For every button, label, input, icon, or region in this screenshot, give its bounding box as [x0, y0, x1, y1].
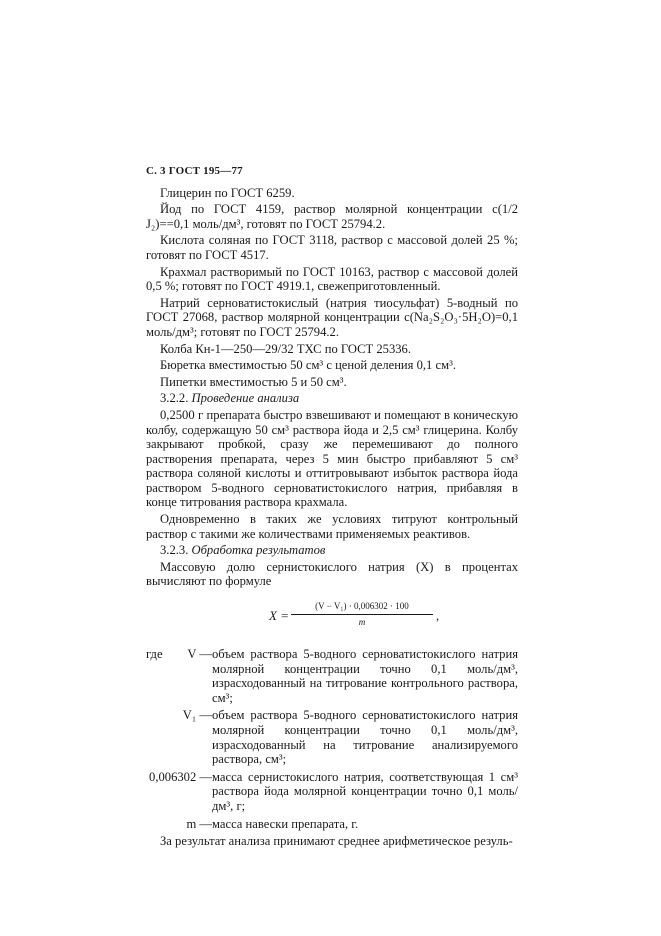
reagent-glycerin: Глицерин по ГОСТ 6259. [160, 185, 295, 200]
section-322-title: Проведение анализа [191, 391, 300, 406]
formula-trailing: , [436, 609, 440, 624]
section-322-number: 3.2.2. [160, 391, 189, 406]
section-323-number: 3.2.3. [160, 543, 189, 558]
definition-text: масса сернистокислого натрия, соответствующая 1 см³ раствора йода молярной концентрации точно 0,1 моль/дм³, г; [212, 769, 518, 813]
symbol-definitions [146, 647, 518, 831]
reagent-hydrochloric-acid: Кислота соляная по ГОСТ 3118, раствор с массовой долей 25 %; готовят по ГОСТ 4517. [146, 233, 518, 262]
definition-text: масса навески препарата, г. [212, 816, 359, 831]
closing-paragraph: За результат анализа принимают среднее арифметическое резуль- [160, 834, 513, 849]
control-solution-paragraph: Одновременно в таких же условиях титруют контрольный раствор с такими же количествами применяемых реактивов. [146, 512, 518, 541]
section-322-heading [146, 391, 518, 406]
formula-numerator: (V − V₁) · 0,006302 · 100 [315, 601, 409, 612]
definition-item [146, 770, 518, 814]
analysis-procedure-paragraph: 0,2500 г препарата быстро взвешивают и помещают в коническую колбу, содержащую 50 см³ раствора йода и 2,5 см³ глицерина. Колбу закрывают пробкой, сразу же перемешивают до полного растворения препарата, через 5 мин быстро прибавляют 5 см³ раствора соляной кислоты и оттитровывают избыток раствора йода раствором 5-водного серноватистокислого натрия, прибавляя в конце титрования раствора крахмала. [146, 407, 518, 510]
definition-text: объем раствора 5-водного серноватистокислого натрия молярной концентрации точно 0,1 моль/дм³, израсходованный на титрование анализируемого раствора, см³; [212, 708, 518, 767]
reagent-starch: Крахмал растворимый по ГОСТ 10163, раствор с массовой долей 0,5 %; готовят по ГОСТ 4919.1, свежеприготовленный. [146, 264, 518, 294]
page-header: С. 3 ГОСТ 195—77 [146, 165, 243, 177]
equipment-flask: Колба Кн-1—250—29/32 ТХС по ГОСТ 25336. [160, 341, 412, 356]
formula-fraction [291, 601, 433, 628]
reagent-sodium-thiosulfate: Натрий серноватистокислый (натрия тиосульфат) 5-водный по ГОСТ 27068, раствор молярной концентрации c(Na₂S₂O₃·5H₂O)=0,1 моль/дм³; готовят по ГОСТ 25794.2. [146, 295, 518, 339]
definition-symbol: 0,006302 — [149, 769, 212, 784]
fraction-bar [291, 614, 433, 615]
definition-symbol: V — [187, 647, 212, 662]
definition-symbol: V₁ — [182, 708, 212, 723]
equipment-burette: Бюретка вместимостью 50 см³ с ценой деления 0,1 см³. [160, 358, 456, 373]
definition-symbol: m — [186, 816, 212, 831]
section-323-heading [146, 543, 518, 558]
definition-item [146, 817, 518, 832]
definition-item [146, 647, 518, 705]
formula-intro: Массовую долю сернистокислого натрия (X) в процентах вычисляют по формуле [146, 559, 518, 589]
formula-lhs: X = [269, 608, 289, 624]
reagent-iodine: Йод по ГОСТ 4159, раствор молярной концентрации c(1/2 J₂)==0,1 моль/дм³, готовят по ГОСТ 25794.2. [146, 202, 518, 231]
equipment-pipettes: Пипетки вместимостью 5 и 50 см³. [160, 374, 347, 389]
mass-fraction-formula [146, 597, 518, 637]
section-323-title: Обработка результатов [191, 543, 326, 558]
formula-denominator: m [358, 617, 366, 628]
where-label: где [146, 647, 163, 662]
definition-item [146, 708, 518, 766]
document-page [146, 164, 518, 851]
definition-text: объем раствора 5-водного серноватистокислого натрия молярной концентрации точно 0,1 моль/дм³, израсходованный на титрование контрольного раствора, см³; [212, 647, 518, 705]
